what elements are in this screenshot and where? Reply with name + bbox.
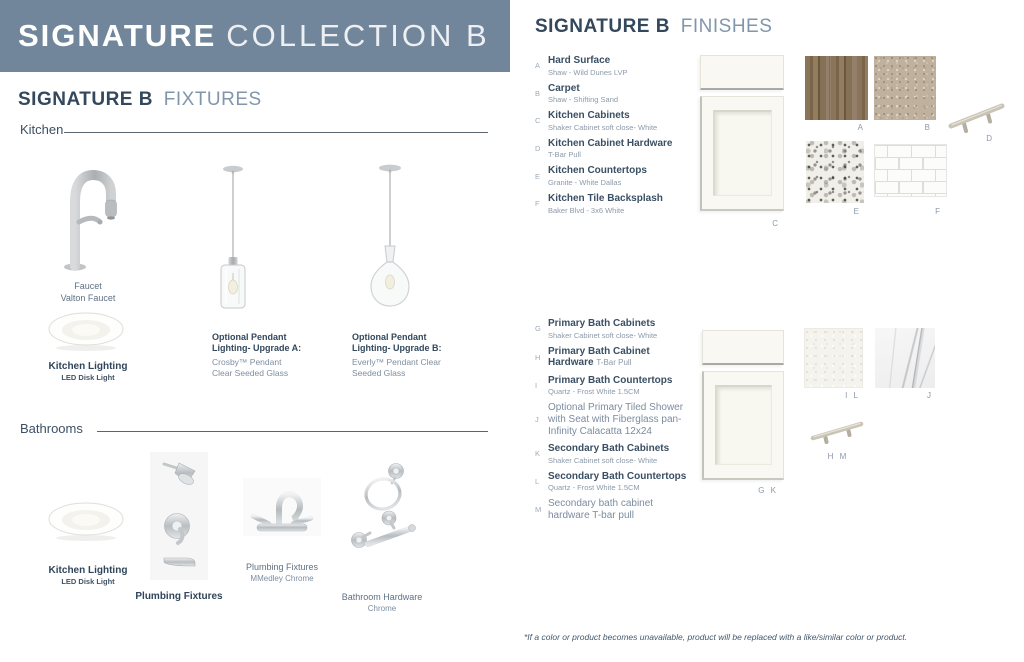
swatch-marble-tile (875, 328, 935, 388)
finish-item-j (535, 402, 705, 437)
finish-letter: G (535, 324, 541, 334)
finish-letter: I (535, 381, 538, 391)
kitchen-faucet-label (38, 281, 138, 304)
finish-title: Kitchen Countertops (548, 165, 647, 177)
finishes-heading (535, 16, 772, 38)
bath-lighting-label (26, 564, 150, 587)
swatch-granite (806, 141, 864, 203)
finish-title-text: Primary Bath Cabinet Hardware (548, 345, 650, 369)
finish-letter: M (535, 505, 542, 515)
finish-letter: F (535, 199, 540, 209)
pendant-b-illustration (358, 158, 422, 310)
swatch-label-j: J (927, 391, 933, 400)
banner-title-light: COLLECTION B (226, 18, 490, 53)
finish-subtitle: Shaker Cabinet soft close- White (548, 330, 658, 340)
finish-letter: L (535, 477, 540, 487)
bath-lighting-title: Kitchen Lighting (48, 565, 128, 576)
finish-subtitle: T-Bar Pull (548, 150, 581, 160)
finishes-heading-light: FINISHES (680, 16, 773, 37)
swatch-carpet (874, 56, 936, 120)
finish-letter: A (535, 61, 541, 71)
pendant-b-title: Optional Pendant Lighting- Upgrade B: (352, 332, 442, 354)
finish-subtitle: Quartz - Frost White 1.5CM (548, 483, 640, 493)
swatch-kitchen-cabinet (700, 55, 784, 213)
swatch-tbar-pull-bath (808, 414, 866, 448)
kitchen-section-label: Kitchen (20, 122, 64, 137)
bath-faucet-label (228, 562, 336, 584)
finish-title (548, 346, 690, 369)
swatch-tbar-pull-kitchen (945, 96, 1007, 138)
kitchen-faucet-illustration (50, 160, 126, 272)
bathrooms-section-rule (97, 431, 488, 432)
shower-set-illustration (150, 452, 208, 580)
finish-title: Secondary bath cabinet hardware T-bar pull (548, 498, 654, 521)
kitchen-lighting-subtitle: LED Disk Light (61, 373, 115, 382)
finish-item-k (535, 443, 705, 465)
bathrooms-section-label: Bathrooms (20, 421, 83, 436)
finish-item-a (535, 55, 705, 77)
finishes-list-bath (535, 318, 705, 528)
kitchen-faucet-title: Faucet (74, 281, 102, 291)
swatch-label-f: F (935, 207, 942, 216)
finish-title: Optional Primary Tiled Shower with Seat with Fiberglass pan- Infinity Calacatta 12x24 (548, 402, 684, 437)
finish-title: Kitchen Cabinets (548, 110, 630, 122)
finishes-list-kitchen (535, 55, 705, 221)
finish-letter: C (535, 116, 541, 126)
pendant-a-illustration (208, 160, 258, 310)
fixtures-heading (18, 89, 262, 111)
swatch-label-c: C (772, 219, 780, 228)
finish-title: Hard Surface (548, 55, 611, 66)
finishes-heading-strong: SIGNATURE B (535, 16, 670, 37)
finish-subtitle: Quartz - Frost White 1.5CM (548, 387, 640, 397)
finish-item-i (535, 375, 705, 397)
swatch-label-gk: G K (758, 486, 778, 495)
kitchen-disk-light-illustration (46, 308, 126, 352)
cabinet-door-panel (715, 385, 772, 465)
bathroom-hardware-label (328, 592, 436, 614)
finish-subtitle: Shaw - Wild Dunes LVP (548, 67, 628, 77)
swatch-hard-surface (805, 56, 868, 120)
cabinet-door-panel (713, 110, 772, 196)
swatch-label-hm: H M (827, 452, 849, 461)
kitchen-faucet-subtitle: Valton Faucet (60, 292, 116, 303)
finish-title: Secondary Bath Countertops (548, 470, 687, 482)
fixtures-heading-strong: SIGNATURE B (18, 89, 153, 110)
fixtures-heading-light: FIXTURES (163, 89, 262, 110)
cabinet-drawer-front (700, 55, 784, 90)
kitchen-lighting-label (26, 360, 150, 383)
finish-title: Kitchen Cabinet Hardware (548, 137, 673, 149)
swatch-label-b: B (924, 123, 932, 132)
finish-title: Primary Bath Cabinets (548, 318, 656, 329)
swatch-quartz (804, 328, 863, 388)
finish-title: Carpet (548, 82, 580, 94)
pendant-b-label (352, 332, 444, 379)
kitchen-lighting-title: Kitchen Lighting (48, 361, 128, 372)
bath-disk-light-illustration (46, 498, 126, 542)
toilet-paper-holder-illustration (346, 506, 422, 558)
finish-subtitle: Baker Blvd - 3x6 White (548, 205, 625, 215)
finish-item-m (535, 498, 705, 521)
finish-subtitle: Shaker Cabinet soft close- White (548, 455, 658, 465)
shower-set-title: Plumbing Fixtures (135, 591, 223, 602)
finish-title: Kitchen Tile Backsplash (548, 192, 663, 204)
swatch-subway-tile (874, 144, 947, 197)
bath-faucet-illustration (243, 478, 321, 536)
footer-disclaimer: *If a color or product becomes unavailable, product will be replaced with a like/similar color or product. (524, 632, 908, 642)
towel-ring-illustration (352, 460, 414, 512)
bath-faucet-title: Plumbing Fixtures (245, 562, 319, 572)
finish-subtitle: Shaw - Shifting Sand (548, 95, 619, 105)
shower-set-label (120, 590, 238, 603)
cabinet-door-front (702, 371, 784, 480)
bathroom-hardware-title: Bathroom Hardware (341, 592, 423, 602)
finish-item-d (535, 138, 705, 160)
finish-letter: J (535, 415, 539, 425)
collection-banner (0, 0, 510, 72)
pendant-a-title: Optional Pendant Lighting- Upgrade A: (212, 332, 302, 354)
finish-item-l (535, 471, 705, 493)
finish-inline-subtitle: T-Bar Pull (596, 358, 632, 368)
finish-letter: E (535, 171, 541, 181)
bath-lighting-subtitle: LED Disk Light (61, 577, 115, 586)
finish-item-c (535, 110, 705, 132)
swatch-label-il: I L (845, 391, 860, 400)
finish-item-e (535, 165, 705, 187)
finish-letter: D (535, 144, 541, 154)
cabinet-door-front (700, 96, 784, 211)
swatch-label-d: D (986, 134, 994, 143)
pendant-b-subtitle: Everly™ Pendant Clear Seeded Glass (352, 356, 441, 378)
pendant-a-subtitle: Crosby™ Pendant Clear Seeded Glass (212, 356, 289, 378)
finish-letter: H (535, 352, 541, 362)
finish-item-f (535, 193, 705, 215)
finish-title: Primary Bath Countertops (548, 374, 673, 386)
finish-subtitle: Shaker Cabinet soft close- White (548, 122, 658, 132)
swatch-bath-cabinet (702, 330, 784, 482)
finish-letter: B (535, 88, 541, 98)
kitchen-section-rule (64, 132, 488, 133)
swatch-label-a: A (857, 123, 865, 132)
bathroom-hardware-subtitle: Chrome (367, 603, 397, 613)
finish-title: Secondary Bath Cabinets (548, 443, 670, 455)
finish-letter: K (535, 449, 541, 459)
finish-item-b (535, 83, 705, 105)
finish-item-h (535, 346, 705, 369)
cabinet-drawer-front (702, 330, 784, 365)
finish-subtitle: Granite - White Dallas (548, 177, 622, 187)
banner-title-strong: SIGNATURE (18, 18, 217, 53)
bath-faucet-subtitle: MMedley Chrome (250, 573, 314, 583)
finish-item-g (535, 318, 705, 340)
pendant-a-label (212, 332, 304, 379)
swatch-label-e: E (853, 207, 861, 216)
